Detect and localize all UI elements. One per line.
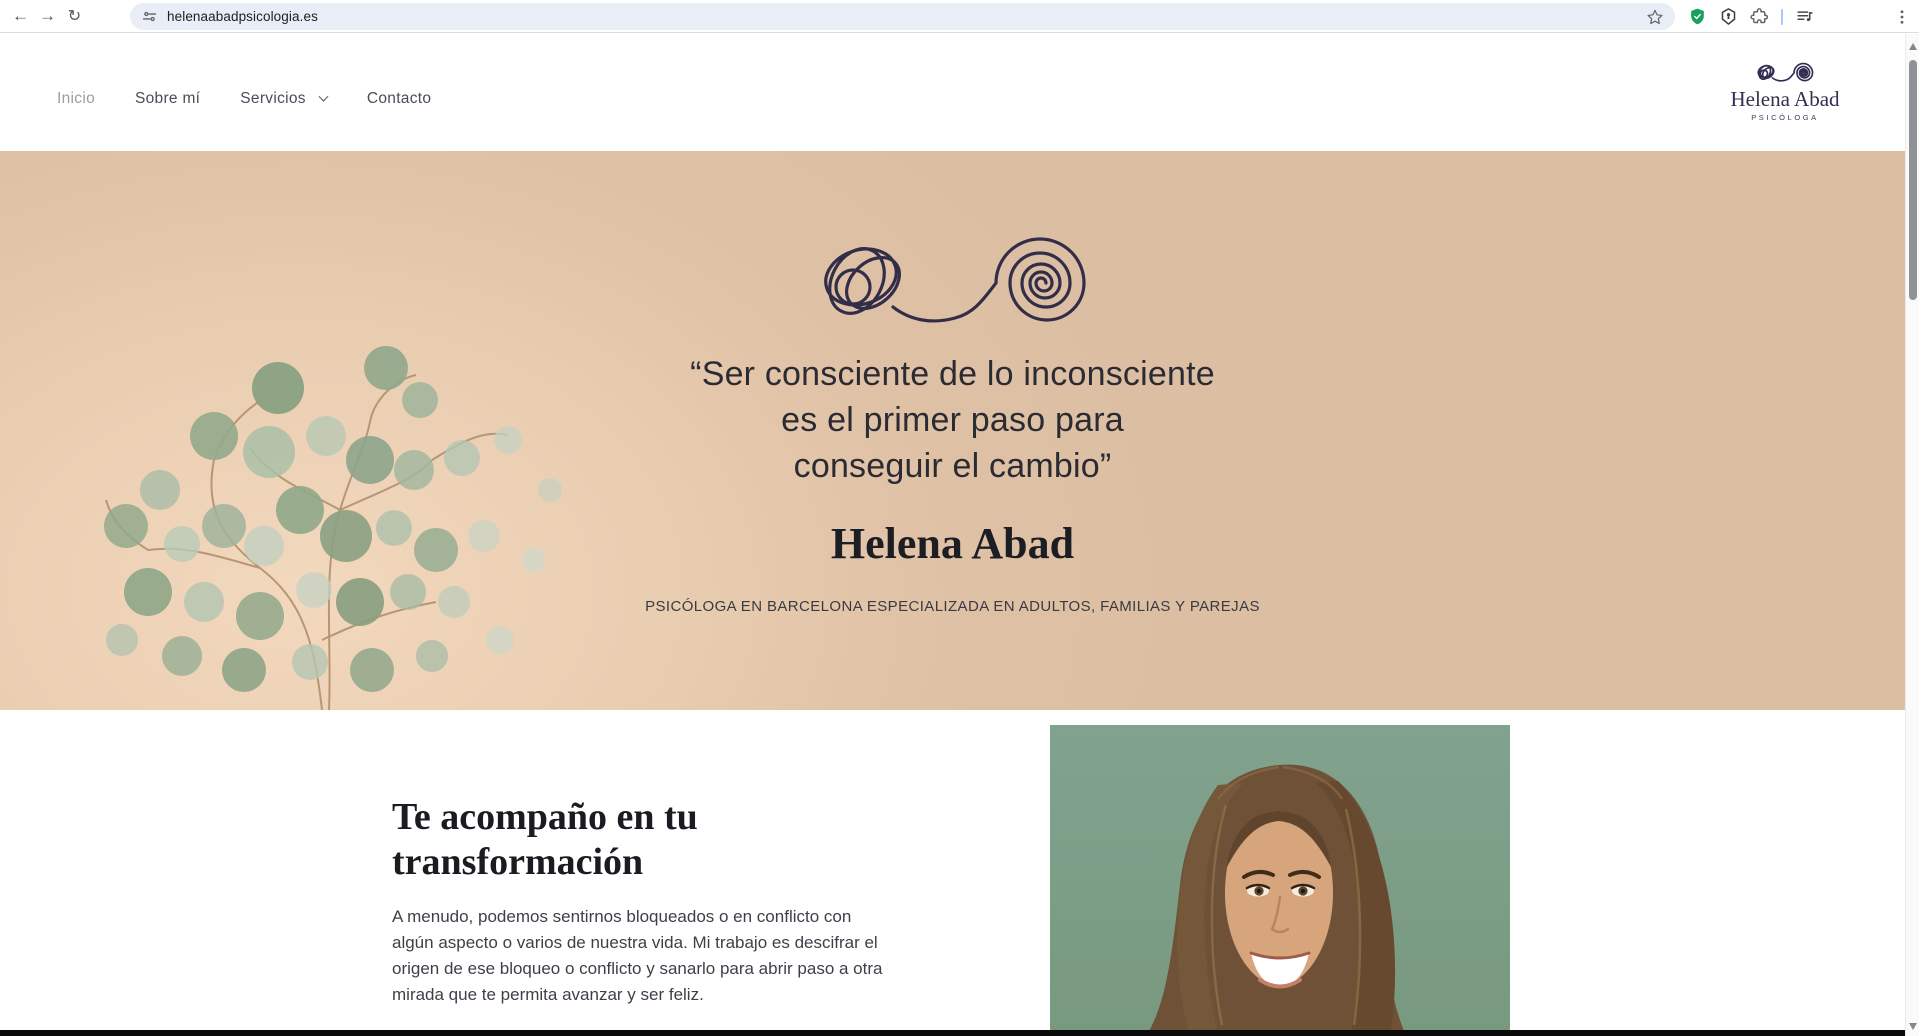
logo-subtitle: PSICÓLOGA — [1751, 113, 1819, 122]
about-text-block — [392, 795, 952, 1008]
nav-item-servicios[interactable]: Servicios — [240, 90, 306, 107]
about-heading — [392, 795, 952, 885]
logo-squiggle-icon — [1756, 60, 1814, 84]
quote-line-1: “Ser consciente de lo inconsciente — [690, 355, 1215, 393]
hero-quote — [690, 351, 1215, 489]
scroll-up-icon[interactable] — [1909, 43, 1917, 50]
hero-author-name: Helena Abad — [830, 519, 1075, 568]
paragraph-line: A menudo, podemos sentirnos bloqueados o en conflicto con — [392, 907, 852, 926]
extensions-puzzle-icon[interactable] — [1750, 7, 1769, 26]
webpage — [0, 34, 1905, 1036]
site-header — [0, 34, 1905, 151]
media-playlist-icon[interactable] — [1795, 7, 1814, 26]
logo-title: Helena Abad — [1730, 87, 1840, 111]
toolbar-separator — [1781, 9, 1783, 25]
scrollbar-thumb[interactable] — [1909, 60, 1917, 300]
password-keyhole-icon[interactable] — [1719, 7, 1738, 26]
bookmark-star-icon[interactable] — [1646, 8, 1664, 26]
next-section-edge — [0, 1030, 1905, 1036]
hero-tagline: PSICÓLOGA EN BARCELONA ESPECIALIZADA EN ADULTOS, FAMILIAS Y PAREJAS — [645, 598, 1260, 615]
eucalyptus-photo — [64, 340, 588, 710]
adblock-shield-icon[interactable] — [1688, 7, 1707, 26]
paragraph-line: algún aspecto o varios de nuestra vida. Mi trabajo es descifrar el — [392, 933, 878, 952]
browser-toolbar — [0, 0, 1919, 33]
main-menu — [57, 84, 431, 114]
paragraph-line: mirada que te permita avanzar y ser feliz. — [392, 985, 704, 1004]
about-section — [0, 710, 1905, 1036]
about-heading-line-1: Te acompaño en tu — [392, 796, 698, 838]
hero-section — [0, 151, 1905, 710]
extensions-row — [1688, 0, 1826, 33]
scroll-down-icon[interactable] — [1909, 1023, 1917, 1030]
site-info-icon[interactable] — [141, 8, 158, 25]
url-text[interactable]: helenaabadpsicologia.es — [167, 9, 318, 24]
forward-icon[interactable]: → — [39, 6, 56, 25]
about-heading-line-2: transformación — [392, 841, 644, 883]
nav-item-sobre-mi[interactable]: Sobre mí — [134, 90, 201, 107]
address-bar[interactable] — [130, 3, 1675, 30]
nav-item-inicio[interactable]: Inicio — [57, 90, 95, 107]
about-paragraph — [392, 904, 952, 1008]
reload-icon[interactable]: ↻ — [67, 8, 82, 25]
back-icon[interactable]: ← — [12, 6, 29, 25]
tangle-spiral-drawing — [815, 223, 1091, 335]
page-scrollbar[interactable] — [1905, 34, 1919, 1036]
chevron-down-icon[interactable] — [318, 91, 328, 101]
nav-item-contacto[interactable]: Contacto — [366, 90, 432, 107]
portrait-photo — [1050, 725, 1510, 1036]
site-logo[interactable] — [1725, 60, 1845, 122]
paragraph-line: origen de ese bloqueo o conflicto y sanarlo para abrir paso a otra — [392, 959, 883, 978]
quote-line-3: conseguir el cambio” — [793, 447, 1112, 485]
quote-line-2: es el primer paso para — [781, 401, 1124, 439]
browser-menu-icon[interactable] — [1893, 0, 1911, 33]
